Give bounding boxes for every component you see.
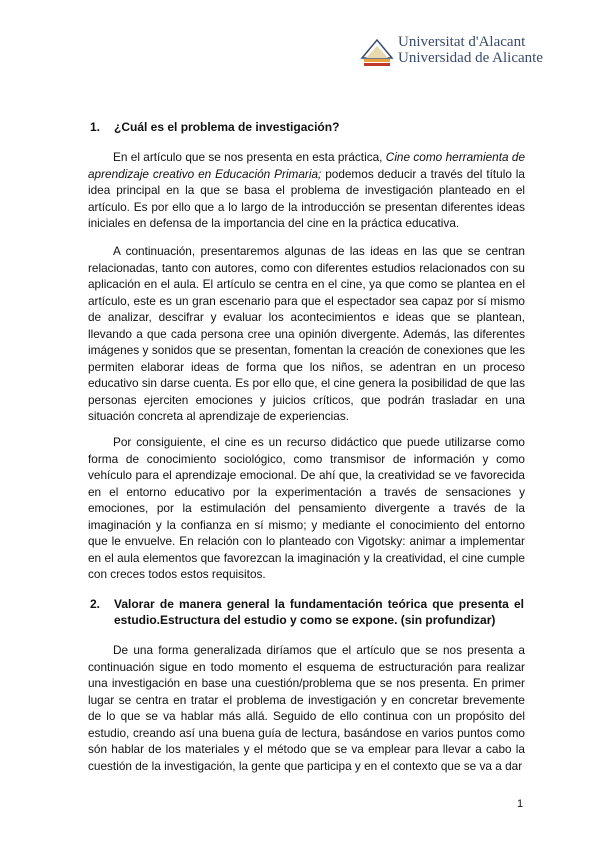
section-2-paragraph-1: De una forma generalizada diríamos que el artículo que se nos presenta a continuación sigue en todo momento el esquema de estructuración para realizar una investigación en base una cuestión/problema que se nos presenta. En primer lugar se centra en tratar el problema de investigación y en concretar brevemente de lo que se va hablar más allá. Seguido de ello continua con un propósito del estudio, creando así una buena guía de lectura, basándose en varios puntos como són hablar de los materiales y el método que se va emplear para llevar a cabo la cuestión de la investigación, la gente que participa y en el contexto que se va a dar bbox=[88, 643, 525, 773]
section-1-title: ¿Cuál es el problema de investigación? bbox=[114, 120, 340, 134]
section-1-paragraph-1 bbox=[88, 149, 525, 232]
section-1-paragraph-2: A continuación, presentaremos algunas de las ideas en las que se centran relacionadas, tanto con autores, como con diferentes estudios relacionados con su aplicación en el aula. El artículo se centra en el cine, ya que como se plantea en el artículo, este es un gran escenario para que el espectador sea capaz por sí mismo de analizar, descifrar y evaluar los acontecimientos e ideas que se plantean, llevando a que cada persona cree una opinión divergente. Además, las diferentes imágenes y sonidos que se presentan, fomentan la creación de conexiones que les permiten elaborar ideas de forma que los niños, se adentran en un proceso educativo sin darse cuenta. Es por ello que, el cine genera la posibilidad de que las personas ejerciten emociones y juicios críticos, que podrán trasladar en una situación concreta al aprendizaje de experiencias. bbox=[88, 244, 525, 423]
university-name bbox=[398, 34, 543, 66]
university-logo bbox=[360, 34, 543, 74]
section-1-paragraph-3: Por consiguiente, el cine es un recurso didáctico que puede utilizarse como forma de conocimiento sociológico, como transmisor de información y como vehículo para el aprendizaje emocional. De ahí que, la creatividad se ve favorecida en el entorno educativo por la experimentación a través de sensaciones y emociones, por la estimulación del pensamiento divergente a través de la imaginación y la confianza en sí mismo; y mediante el conocimiento del entorno que le envuelve. En relación con lo planteado con Vigotsky: animar a implementar en el aula elementos que favorezcan la imaginación y la creatividad, el cine cumple con creces todos estos requisitos. bbox=[88, 435, 525, 581]
page-number: 1 bbox=[517, 798, 524, 810]
university-name-spanish: Universidad de Alicante bbox=[398, 50, 543, 66]
paragraph-text: En el artículo que se nos presenta en esta práctica, bbox=[113, 150, 386, 164]
paragraph-text: podemos deducir a través del título la idea principal en la que se basa el problema de investigación planteado en el artículo. Es por ello que a lo largo de la introducción se presentan diferentes ideas iniciales en defensa de la importancia del cine en la práctica educativa. bbox=[88, 166, 525, 230]
university-name-valencian: Universitat d'Alacant bbox=[398, 34, 526, 50]
section-2-title: Valorar de manera general la fundamentación teórica que presenta el estudio.Estructura del estudio y como se expone. (sin profundizar) bbox=[114, 597, 524, 627]
section-1-number: 1. bbox=[90, 120, 101, 134]
section-2-number: 2. bbox=[90, 597, 101, 611]
university-emblem-icon bbox=[360, 36, 394, 68]
article-title: Cine como herramienta de aprendizaje creativo en Educación Primaria; bbox=[88, 150, 525, 181]
